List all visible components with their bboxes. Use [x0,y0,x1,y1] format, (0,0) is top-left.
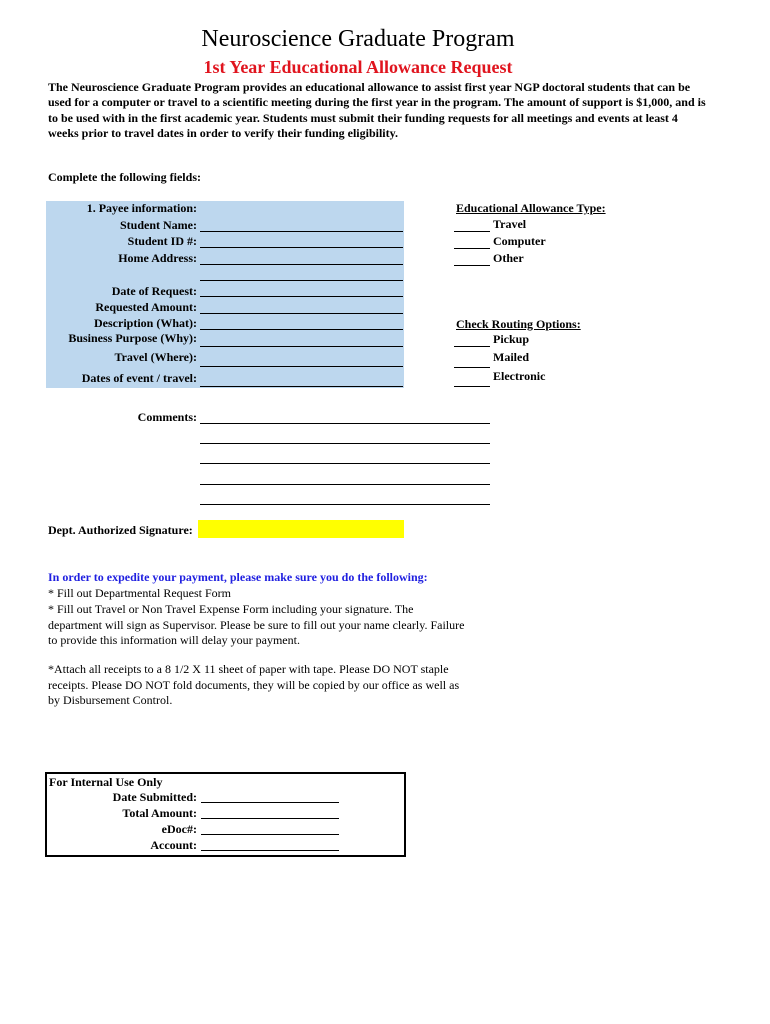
date-of-request-label: Date of Request: [111,284,197,298]
home-address-field[interactable] [200,264,403,265]
date-submitted-label: Date Submitted: [112,790,197,804]
account-label: Account: [150,838,197,852]
signature-label: Dept. Authorized Signature: [48,523,193,537]
requested-amount-label: Requested Amount: [95,300,197,314]
routing-electronic-checkline[interactable] [454,386,490,387]
instructions-heading: In order to expedite your payment, please make sure you do the following: [48,570,428,584]
student-name-field[interactable] [200,231,403,232]
instruction-line-1: * Fill out Departmental Request Form [48,586,231,600]
date-submitted-field[interactable] [201,802,339,803]
business-purpose-label: Business Purpose (Why): [68,331,197,345]
page-subtitle: 1st Year Educational Allowance Request [203,57,513,77]
dates-of-event-field[interactable] [200,386,403,387]
routing-option-electronic: Electronic [493,369,546,383]
edoc-field[interactable] [201,834,339,835]
total-amount-label: Total Amount: [122,806,197,820]
allowance-option-computer: Computer [493,234,546,248]
internal-use-heading: For Internal Use Only [49,775,163,789]
comments-field-1[interactable] [200,423,490,424]
home-address-field-3[interactable] [200,296,403,297]
instruction-line-3: *Attach all receipts to a 8 1/2 X 11 sheet of paper with tape. Please DO NOT staple receipts. Please DO NOT fold documents, they will be copied by our office as well as by Disbursement Control. [48,662,460,708]
payee-heading: 1. Payee information: [86,201,197,215]
allowance-type-heading: Educational Allowance Type: [456,201,606,215]
allowance-travel-checkline[interactable] [454,231,490,232]
instruction-line-2: * Fill out Travel or Non Travel Expense Form including your signature. The department will sign as Supervisor. Please be sure to fill out your name clearly. Failure to provide this information will delay your payment. [48,602,465,648]
comments-field-5[interactable] [200,504,490,505]
allowance-other-checkline[interactable] [454,265,490,266]
check-routing-heading: Check Routing Options: [456,317,581,331]
student-id-label: Student ID #: [127,234,197,248]
travel-where-field[interactable] [200,366,403,367]
dates-of-event-label: Dates of event / travel: [81,371,197,385]
total-amount-field[interactable] [201,818,339,819]
page-title: Neuroscience Graduate Program [201,26,515,52]
comments-field-3[interactable] [200,463,490,464]
account-field[interactable] [201,850,339,851]
allowance-option-travel: Travel [493,217,527,231]
home-address-field-2[interactable] [200,280,403,281]
edoc-label: eDoc#: [161,822,197,836]
allowance-option-other: Other [493,251,524,265]
form-instruction: Complete the following fields: [48,170,201,184]
comments-field-2[interactable] [200,443,490,444]
comments-field-4[interactable] [200,484,490,485]
home-address-label: Home Address: [118,251,197,265]
description-field[interactable] [200,329,403,330]
signature-field[interactable] [198,520,404,538]
routing-pickup-checkline[interactable] [454,346,490,347]
business-purpose-field[interactable] [200,346,403,347]
student-name-label: Student Name: [120,218,197,232]
comments-label: Comments: [137,410,197,424]
description-label: Description (What): [94,316,197,330]
routing-mailed-checkline[interactable] [454,367,490,368]
allowance-computer-checkline[interactable] [454,248,490,249]
requested-amount-field[interactable] [200,313,403,314]
intro-paragraph: The Neuroscience Graduate Program provides an educational allowance to assist first year NGP doctoral students that can be used for a computer or travel to a scientific meeting during the first year in the program. The amount of support is $1,000, and is to be used with in the first academic year. Students must submit their funding requests for all meetings and events at least 4 weeks prior to travel dates in order to verify their funding eligibility. [48,80,706,140]
travel-where-label: Travel (Where): [114,350,197,364]
student-id-field[interactable] [200,247,403,248]
routing-option-mailed: Mailed [493,350,529,364]
routing-option-pickup: Pickup [493,332,530,346]
